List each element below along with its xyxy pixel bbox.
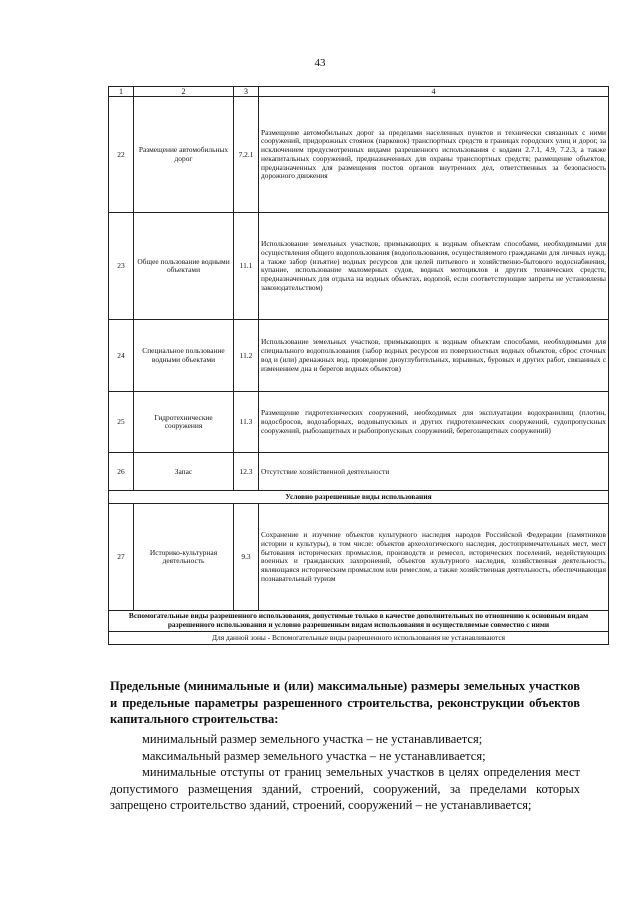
row-number: 26 xyxy=(109,453,134,491)
table-row xyxy=(109,320,609,392)
auxiliary-uses-note-row xyxy=(109,631,609,644)
use-code: 9.3 xyxy=(234,504,259,611)
table-row xyxy=(109,504,609,611)
conditional-uses-heading: Условно разрешенные виды использования xyxy=(109,491,609,504)
use-description: Размещение автомобильных дорог за пределами населенных пунктов и технически связанных с ними сооружений, придорожных стоянок (парковок) транспортных средств в границах городских улиц и дорог, за исключением предусмотренных видами разрешенного использования с кодами 2.7.1, 4.9, 7.2.3, а также некапитальных сооружений, предназначенных для охраны транспортных средств; размещение объектов, предназначенных для размещения постов органов внутренних дел, ответственных за безопасность дорожного движения xyxy=(259,97,609,213)
use-description: Использование земельных участков, примыкающих к водным объектам способами, необходимыми для специального водопользования (забор водных ресурсов из поверхностных водных объектов, сброс сточных вод и (или) дренажных вод, проведение дноуглубительных, взрывных, буровых и других работ, связанных с изменением дна и берегов водных объектов) xyxy=(259,320,609,392)
column-header-number: 1 xyxy=(109,87,134,97)
section-heading: Предельные (минимальные и (или) максимальные) размеры земельных участков и предельные параметры разрешенного строительства, реконструкции объектов капитального строительства: xyxy=(110,679,580,726)
column-header-description: 4 xyxy=(259,87,609,97)
section-body xyxy=(110,731,580,814)
table-row xyxy=(109,213,609,320)
auxiliary-uses-header-row xyxy=(109,611,609,631)
use-description: Использование земельных участков, примыкающих к водным объектам способами, необходимыми для осуществления общего водопользования (водопользования, осуществляемого гражданами для личных нужд, а также забор (изъятие) водных ресурсов для целей питьевого и хозяйственно-бытового водоснабжения, купание, использование маломерных судов, водных мотоциклов и других технических средств, предназначенных для отдыха на водных объектах, водопой, если соответствующие запреты не установлены законодательством) xyxy=(259,213,609,320)
use-name: Специальное пользование водными объектами xyxy=(134,320,234,392)
column-header-code: 3 xyxy=(234,87,259,97)
row-number: 27 xyxy=(109,504,134,611)
table-row xyxy=(109,97,609,213)
use-code: 7.2.1 xyxy=(234,97,259,213)
use-code: 12.3 xyxy=(234,453,259,491)
use-description: Сохранение и изучение объектов культурного наследия народов Российской Федерации (памятников истории и культуры), в том числе: объектов археологического наследия, достопримечательных мест, мест бытования исторических промыслов, производств и ремесел, исторических поселений, недействующих военных и гражданских захоронений, объектов культурного наследия, хозяйственная деятельность, являющаяся историческим промыслом или ремеслом, а также хозяйственная деятельность, обеспечивающая познавательный туризм xyxy=(259,504,609,611)
paragraph-min-size: минимальный размер земельного участка – не устанавливается; xyxy=(142,732,483,746)
use-code: 11.3 xyxy=(234,392,259,453)
conditional-uses-header-row xyxy=(109,491,609,504)
land-use-table xyxy=(108,86,609,645)
table-row xyxy=(109,453,609,491)
use-name: Размещение автомобильных дорог xyxy=(134,97,234,213)
row-number: 24 xyxy=(109,320,134,392)
table-row xyxy=(109,392,609,453)
auxiliary-uses-note: Для данной зоны - Вспомогательные виды разрешенного использования не устанавливаются xyxy=(109,631,609,644)
row-number: 25 xyxy=(109,392,134,453)
page-number: 43 xyxy=(314,57,326,69)
row-number: 23 xyxy=(109,213,134,320)
auxiliary-uses-heading: Вспомогательные виды разрешенного использования, допустимые только в качестве дополнительных по отношению к основным видам разрешенного использования и условно разрешенным видам использования и осуществляемые совместно с ними xyxy=(109,611,609,631)
column-header-name: 2 xyxy=(134,87,234,97)
use-name: Историко-культурная деятельность xyxy=(134,504,234,611)
use-description: Размещение гидротехнических сооружений, необходимых для эксплуатации водохранилищ (плотин, водосбросов, водозаборных, водовыпускных и других гидротехнических сооружений, судопропускных сооружений, рыбозащитных и рыбопропускных сооружений, берегозащитных сооружений) xyxy=(259,392,609,453)
use-description: Отсутствие хозяйственной деятельности xyxy=(259,453,609,491)
use-code: 11.2 xyxy=(234,320,259,392)
use-name: Запас xyxy=(134,453,234,491)
paragraph-min-setbacks: минимальные отступы от границ земельных участков в целях определения мест допустимого размещения зданий, строений, сооружений, за пределами которых запрещено строительство зданий, строений, сооружений – не устанавливается; xyxy=(110,765,580,812)
paragraph-max-size: максимальный размер земельного участка – не устанавливается; xyxy=(142,748,486,763)
use-name: Общее пользование водными объектами xyxy=(134,213,234,320)
table-header-row xyxy=(109,87,609,97)
use-code: 11.1 xyxy=(234,213,259,320)
row-number: 22 xyxy=(109,97,134,213)
use-name: Гидротехнические сооружения xyxy=(134,392,234,453)
